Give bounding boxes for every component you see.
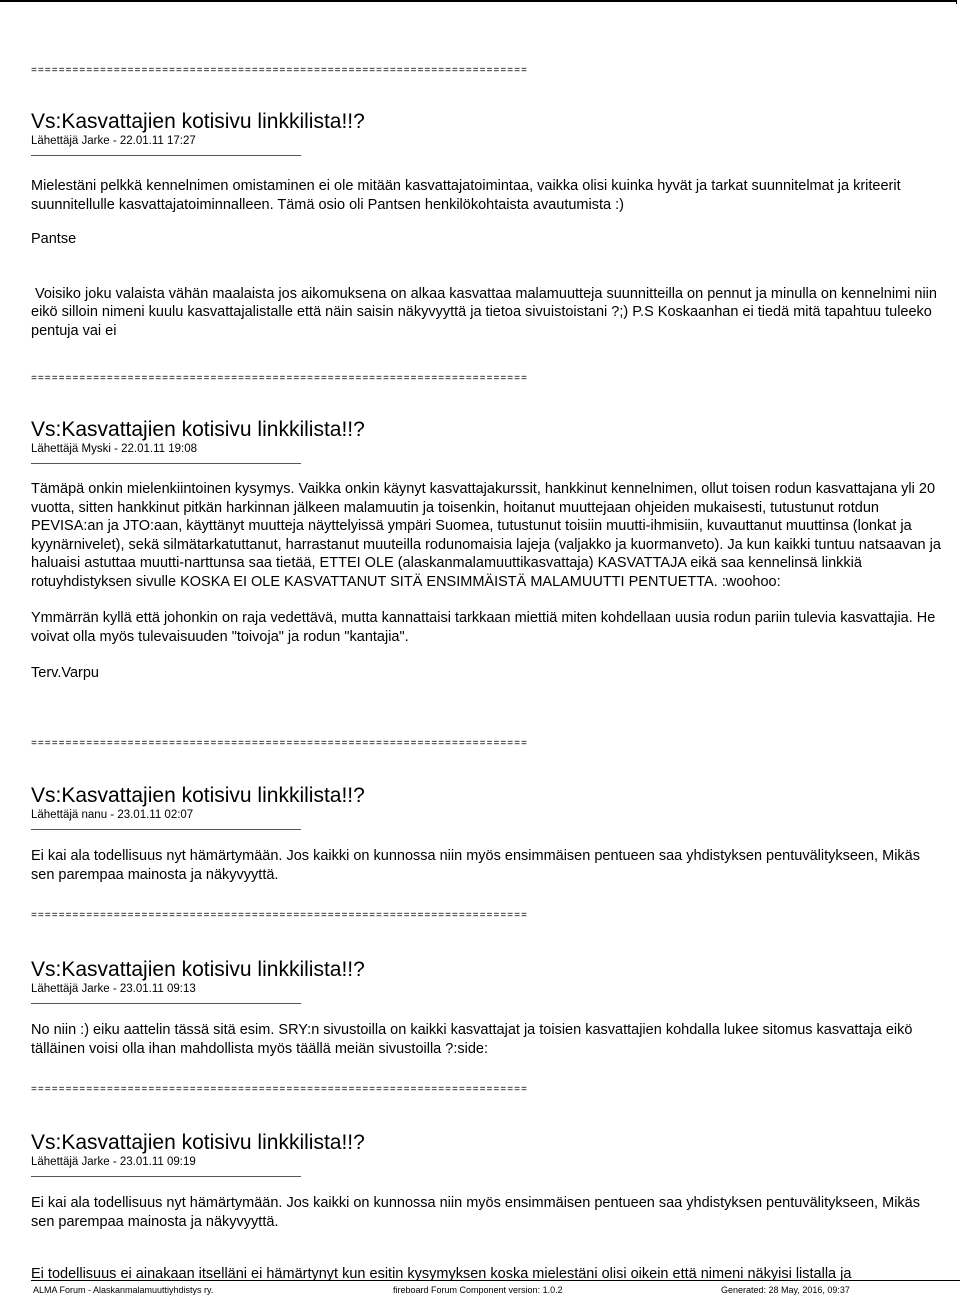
post <box>31 374 943 683</box>
post-paragraph: Terv.Varpu <box>31 665 99 681</box>
post-paragraph: Mielestäni pelkkä kennelnimen omistaminen ei ole mitään kasvattajatoimintaa, vaikka olisi kuinka hyvät ja tarkat suunnitelmat ja kriteerit suunnitellulle kasvattajatoiminnalleen. Tämä osio oli Pantsen henkilökohtaista avautumista :) <box>31 178 901 213</box>
post-subject: Vs:Kasvattajien kotisivu linkkilista!!? <box>31 958 365 981</box>
post-meta: Lähettäjä Myski - 22.01.11 19:08 <box>31 443 198 455</box>
post-subject: Vs:Kasvattajien kotisivu linkkilista!!? <box>31 1131 365 1154</box>
post-paragraph-truncated: Ei todellisuus ei ainakaan itselläni ei hämärtynyt kun esitin kysymyksen koska mielestäni olisi oikein että nimeni näkyisi listalla ja <box>31 1266 852 1282</box>
footer-generated: Generated: 28 May, 2016, 09:37 <box>721 1285 850 1295</box>
post <box>31 1085 943 1231</box>
post-meta: Lähettäjä nanu - 23.01.11 02:07 <box>31 809 194 821</box>
meta-divider <box>31 829 301 830</box>
post-meta: Lähettäjä Jarke - 23.01.11 09:19 <box>31 1156 196 1168</box>
post-separator: ======================================================================== <box>31 739 528 750</box>
top-rule-end <box>956 0 957 4</box>
meta-divider <box>31 463 301 464</box>
meta-divider <box>31 1176 301 1177</box>
meta-divider <box>31 155 301 156</box>
post-paragraph: Tämäpä onkin mielenkiintoinen kysymys. Vaikka onkin käynyt kasvattajakurssit, hankkinut kennelnimen, ollut toisen rodun kasvattajana yli 20 vuotta, sitten hankkinut pitkän harkinnan jälkeen malamuutin ja toisenkin, hoitanut muuttejaan ohjeiden mukaisesti, tutustunut rotdun PEVISA:an ja JTO:aan, käyttänyt muutteja näyttelyissä ympäri Suomea, tutustunut toisiin muutti-ihmisiin, kuvauttanut muuttinsa (lonkat ja kyynärnivelet), sekä silmätarkatuttanut, harrastanut muuteilla rodunomaisia lajeja (valjakko ja kuormanveto). Ja kun kaikki tuntuu natsaavan ja haluaisi astuttaa muutti-narttunsa saa tietää, ETTEI OLE (alaskanmalamuuttikasvattaja) KASVATTAJA eikä saa kennelinsä linkkiä rotuyhdistyksen sivulle KOSKA EI OLE KASVATTANUT SITÄ ENSIMMÄISTÄ MALAMUUTTI PENTUETTA. :woohoo: <box>31 481 941 590</box>
post <box>31 739 943 884</box>
post-separator: ======================================================================== <box>31 1085 528 1096</box>
post <box>31 911 943 1058</box>
post-subject: Vs:Kasvattajien kotisivu linkkilista!!? <box>31 418 365 441</box>
post <box>31 66 943 340</box>
post-paragraph: Ei kai ala todellisuus nyt hämärtymään. Jos kaikki on kunnossa niin myös ensimmäisen pentueen saa yhdistyksen pentuvälitykseen, Mikäs sen parempaa mainosta ja näkyvyyttä. <box>31 1195 920 1230</box>
footer-component: fireboard Forum Component version: 1.0.2 <box>393 1285 563 1295</box>
page-footer <box>31 1280 960 1298</box>
post-paragraph: Ei kai ala todellisuus nyt hämärtymään. Jos kaikki on kunnossa niin myös ensimmäisen pentueen saa yhdistyksen pentuvälitykseen, Mikäs sen parempaa mainosta ja näkyvyyttä. <box>31 848 920 883</box>
post-subject: Vs:Kasvattajien kotisivu linkkilista!!? <box>31 110 365 133</box>
post-paragraph: Voisiko joku valaista vähän maalaista jos aikomuksena on alkaa kasvattaa malamuutteja suunnitteilla on pennut ja minulla on kennelnimi niin eikö silloin nimeni kuulu kasvattajalistalle että näin saisin näkyvyyttä ja tietoa sivuistoistani ?;) P.S Koskaanhan ei tiedä mitä tapahtuu tuleeko pentuja vai ei <box>31 285 937 339</box>
meta-divider <box>31 1003 301 1004</box>
top-rule <box>0 0 956 2</box>
footer-site: ALMA Forum - Alaskanmalamuuttiyhdistys ry. <box>33 1285 214 1295</box>
post-subject: Vs:Kasvattajien kotisivu linkkilista!!? <box>31 784 365 807</box>
post-paragraph: Pantse <box>31 231 77 247</box>
post-paragraph: Ymmärrän kyllä että johonkin on raja vedettävä, mutta kannattaisi tarkkaan miettiä miten kohdellaan uusia rodun pariin tulevia kasvattajia. He voivat olla myös tulevaisuuden "toivoja" ja rodun "kantajia". <box>31 610 936 645</box>
post-meta: Lähettäjä Jarke - 23.01.11 09:13 <box>31 983 196 995</box>
post-separator: ======================================================================== <box>31 66 528 77</box>
post-separator: ======================================================================== <box>31 374 528 385</box>
post-meta: Lähettäjä Jarke - 22.01.11 17:27 <box>31 135 196 147</box>
post-separator: ======================================================================== <box>31 911 528 922</box>
post-paragraph: No niin :) eiku aattelin tässä sitä esim. SRY:n sivustoilla on kaikki kasvattajat ja toisien kasvattajien kohdalla lukee sitomus kasvattaja eikö tälläinen voisi olla ihan mahdollista myös täällä meiän sivustoilla ?:side: <box>31 1022 913 1057</box>
